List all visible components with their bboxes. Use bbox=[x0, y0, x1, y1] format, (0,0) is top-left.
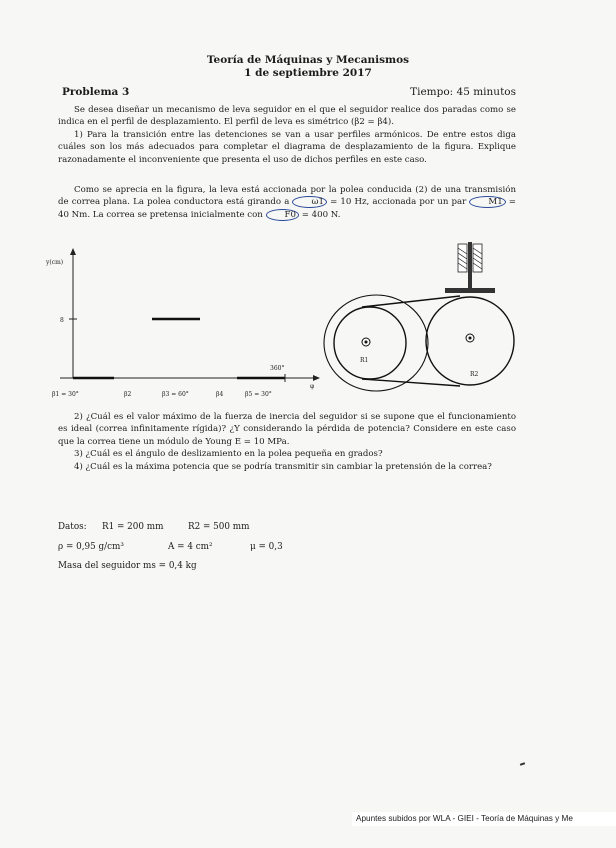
x-axis-arrow bbox=[313, 375, 320, 381]
document-title: Teoría de Máquinas y Mecanismos bbox=[206, 54, 410, 66]
pulley-r2-center bbox=[469, 337, 472, 340]
footer-attribution: Apuntes subidos por WLA - GIEI - Teoría de Máquinas y Me bbox=[352, 812, 616, 826]
data-r1: R1 = 200 mm bbox=[102, 522, 164, 532]
transmission-text-a: Como se aprecia en la figura, la leva está accionada por la polea conducida (2) de una transmisión de correa plana. La polea conductora está girando a bbox=[58, 185, 516, 208]
follower-stem bbox=[468, 242, 472, 290]
time-limit: Tiempo: 45 minutos bbox=[410, 86, 516, 98]
belt-loop-left bbox=[324, 295, 428, 391]
segment-beta1: β1 = 30° bbox=[52, 391, 79, 398]
problem-number: Problema 3 bbox=[62, 86, 130, 98]
data-follower-mass: Masa del seguidor ms = 0,4 kg bbox=[58, 561, 197, 571]
pretension-symbol: F0 bbox=[266, 209, 299, 221]
document-date: 1 de septiembre 2017 bbox=[244, 67, 372, 79]
follower-foot bbox=[445, 288, 495, 293]
segment-beta5: β5 = 30° bbox=[245, 391, 272, 398]
pulley-r1-label: R1 bbox=[360, 357, 369, 364]
question-3: 3) ¿Cuál es el ángulo de deslizamiento en la polea pequeña en grados? bbox=[74, 449, 383, 460]
data-area: A = 4 cm² bbox=[168, 542, 213, 552]
mechanism-figure bbox=[40, 238, 540, 408]
follower bbox=[445, 242, 495, 293]
question-2: 2) ¿Cuál es el valor máximo de la fuerza de inercia del seguidor si se supone que el funcionamiento es ideal (correa infinitamente rígida)? ¿Y considerando la pérdida de potencia? Considere en este caso que la correa tiene un módulo de Young E = 10 MPa. bbox=[58, 412, 516, 447]
transmission-text-c: = 40 Nm. La correa se pretensa inicialmente con bbox=[58, 197, 516, 220]
intro-paragraph: Se desea diseñar un mecanismo de leva seguidor en el que el seguidor realice dos paradas como se indica en el perfil de desplazamiento. El perfil de leva es simétrico (β2 = β4). bbox=[58, 105, 516, 128]
displacement-diagram bbox=[45, 248, 320, 398]
segment-beta3: β3 = 60° bbox=[162, 391, 189, 398]
torque-symbol: M1 bbox=[469, 196, 505, 208]
questions-block bbox=[58, 411, 516, 473]
x-end-label: 360° bbox=[270, 365, 285, 372]
y-axis-label: y(cm) bbox=[46, 259, 64, 266]
question-1: 1) Para la transición entre las detenciones se van a usar perfiles armónicos. De entre estos diga cuáles son los más adecuados para completar el diagrama de desplazamiento de la figura. Explique razonadamente el inconveniente que presenta el uso de dichos perfiles en este caso. bbox=[58, 129, 516, 165]
segment-beta4: β4 bbox=[216, 391, 224, 398]
transmission-text-b: = 10 Hz, accionada por un par bbox=[330, 197, 467, 208]
data-friction: μ = 0,3 bbox=[250, 542, 283, 552]
pulley-r1-center bbox=[365, 341, 368, 344]
y-axis-arrow bbox=[70, 248, 76, 255]
transmission-text-d: = 400 N. bbox=[301, 209, 341, 220]
y-tick-label: 8 bbox=[60, 317, 64, 324]
belt-lower bbox=[362, 379, 460, 386]
scan-mark bbox=[520, 762, 525, 766]
data-r2: R2 = 500 mm bbox=[188, 522, 250, 532]
segment-beta2: β2 bbox=[124, 391, 132, 398]
phi-symbol: φ bbox=[310, 383, 315, 390]
data-density: ρ = 0,95 g/cm³ bbox=[58, 542, 124, 552]
belt-transmission bbox=[324, 295, 514, 391]
intro-block bbox=[58, 104, 516, 166]
question-4: 4) ¿Cuál es la máxima potencia que se podría transmitir sin cambiar la pretensión de la correa? bbox=[74, 461, 492, 472]
omega-symbol: ω1 bbox=[292, 196, 326, 208]
transmission-paragraph bbox=[58, 184, 516, 221]
data-label: Datos: bbox=[58, 522, 87, 532]
pulley-r2-label: R2 bbox=[470, 371, 479, 378]
